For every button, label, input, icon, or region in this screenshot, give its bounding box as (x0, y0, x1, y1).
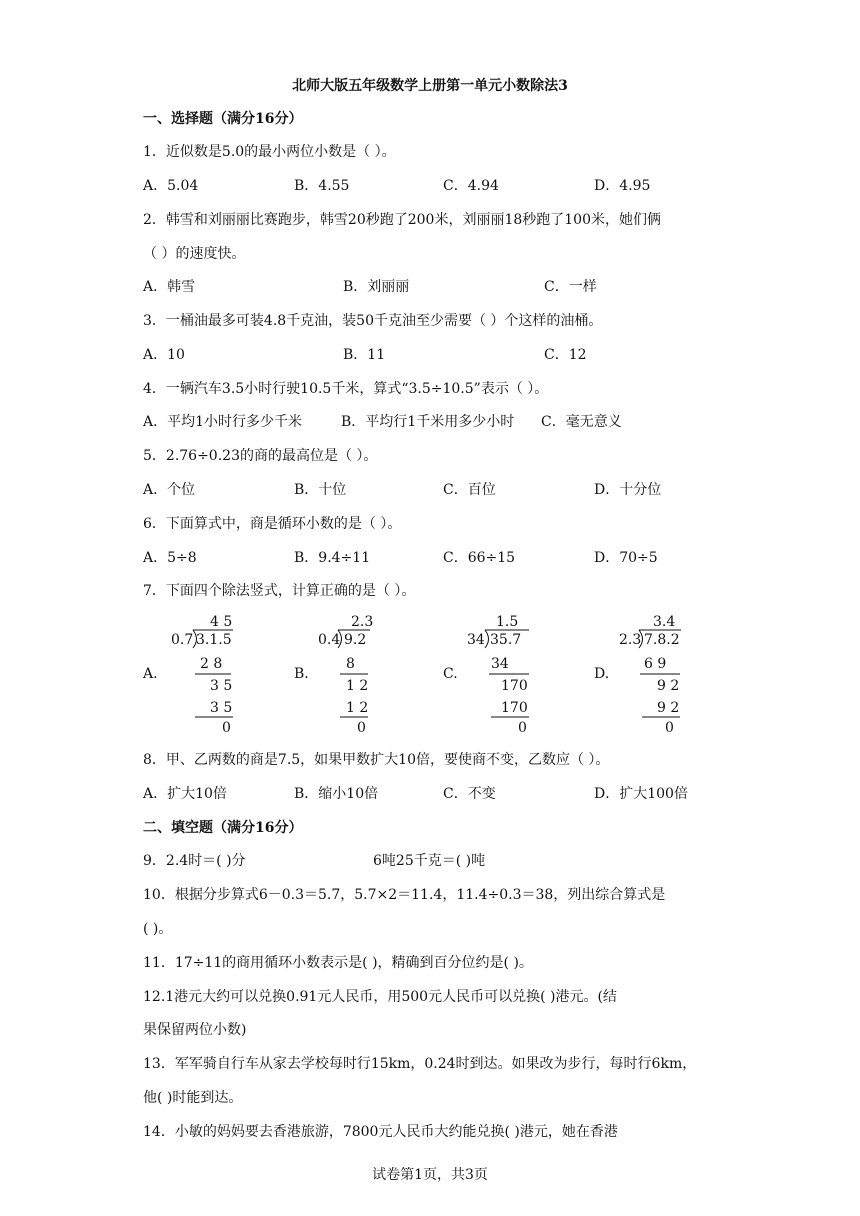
question-10-line1: 10．根据分步算式6－0.3＝5.7，5.7×2＝11.4，11.4÷0.3＝38，列出综合算式是 (143, 887, 666, 903)
q5-option-d[interactable]: D．十分位 (594, 482, 662, 498)
option-label: C. (443, 666, 458, 682)
step-row: 170 (501, 678, 528, 694)
dividend: 3.1.5 (196, 632, 232, 648)
step-row: 9 2 (657, 700, 680, 716)
step-row: 0 (222, 720, 231, 736)
step-row: 0 (518, 720, 527, 736)
q7-option-d[interactable] (594, 610, 860, 750)
step-row: 6 9 (644, 656, 667, 672)
q8-option-d[interactable]: D．扩大100倍 (594, 786, 688, 802)
q4-option-a[interactable]: A．平均1小时行多少千米 (143, 414, 303, 430)
divisor: 0.4 (318, 632, 341, 648)
q1-option-d[interactable]: D．4.95 (594, 178, 651, 194)
step-row: 34 (491, 656, 509, 672)
q5-option-c[interactable]: C．百位 (443, 482, 496, 498)
question-9-part1: 9．2.4时＝( )分 (143, 853, 246, 869)
quotient: 2.3 (351, 614, 374, 630)
question-13-line2: 他( )时能到达。 (143, 1090, 243, 1106)
question-6-stem: 6．下面算式中，商是循环小数的是（ ）。 (143, 516, 402, 532)
step-row: 1 2 (346, 700, 369, 716)
step-row: 1 2 (346, 678, 369, 694)
step-row: 9 2 (657, 678, 680, 694)
q5-option-b[interactable]: B．十位 (294, 482, 347, 498)
quotient: 3.4 (653, 614, 676, 630)
dividend: 7.8.2 (644, 632, 680, 648)
q6-option-b[interactable]: B．9.4÷11 (294, 550, 371, 566)
q1-option-b[interactable]: B．4.55 (294, 178, 350, 194)
question-4-stem: 4．一辆汽车3.5小时行驶10.5千米，算式“3.5÷10.5”表示（ ）。 (143, 381, 549, 397)
q1-option-a[interactable]: A．5.04 (143, 178, 199, 194)
question-3-stem: 3．一桶油最多可装4.8千克油，装50千克油至少需要（ ）个这样的油桶。 (143, 313, 603, 329)
step-row: 170 (501, 700, 528, 716)
question-2-stem: 2．韩雪和刘丽丽比赛跑步，韩雪20秒跑了200米，刘丽丽18秒跑了100米，她们俩 (143, 212, 661, 228)
step-row: 3 5 (210, 700, 233, 716)
question-1-stem: 1．近似数是5.0的最小两位小数是（ ）。 (143, 144, 396, 160)
divisor: 0.7 (171, 632, 194, 648)
q6-option-d[interactable]: D．70÷5 (594, 550, 658, 566)
question-12-line2: 果保留两位小数) (143, 1022, 247, 1038)
dividend: 9.2 (344, 632, 367, 648)
q8-option-c[interactable]: C．不变 (443, 786, 496, 802)
option-label: B. (294, 666, 309, 682)
q2-option-c[interactable]: C．一样 (544, 279, 597, 295)
q5-option-a[interactable]: A．个位 (143, 482, 196, 498)
q4-option-b[interactable]: B．平均行1千米用多少小时 (341, 414, 515, 430)
question-5-stem: 5．2.76÷0.23的商的最高位是（ ）。 (143, 448, 378, 464)
step-row: 0 (665, 720, 674, 736)
question-11: 11．17÷11的商用循环小数表示是( )，精确到百分位约是( )。 (143, 955, 533, 971)
question-12-line1: 12.1港元大约可以兑换0.91元人民币，用500元人民币可以兑换( )港元。(结 (143, 989, 617, 1005)
quotient: 1.5 (496, 614, 519, 630)
q6-option-c[interactable]: C．66÷15 (443, 550, 516, 566)
q3-option-b[interactable]: B．11 (343, 347, 386, 363)
section-heading-choice: 一、选择题（满分16分） (143, 111, 303, 127)
option-label: D. (594, 666, 610, 682)
quotient: 4 5 (210, 614, 233, 630)
page-footer: 试卷第1页，共3页 (372, 1167, 488, 1183)
q8-option-a[interactable]: A．扩大10倍 (143, 786, 227, 802)
q6-option-a[interactable]: A．5÷8 (143, 550, 197, 566)
divisor: 34 (467, 632, 485, 648)
option-label: A. (143, 666, 158, 682)
q8-option-b[interactable]: B．缩小10倍 (294, 786, 379, 802)
question-7-stem: 7．下面四个除法竖式，计算正确的是（ ）。 (143, 583, 416, 599)
q2-option-a[interactable]: A．韩雪 (143, 279, 196, 295)
question-8-stem: 8．甲、乙两数的商是7.5，如果甲数扩大10倍，要使商不变，乙数应（ ）。 (143, 752, 610, 768)
question-9-part2: 6吨25千克＝( )吨 (373, 853, 486, 869)
dividend: 35.7 (490, 632, 522, 648)
page-title: 北师大版五年级数学上册第一单元小数除法3 (292, 78, 568, 94)
step-row: 3 5 (210, 678, 233, 694)
section-heading-fill: 二、填空题（满分16分） (143, 820, 303, 836)
q1-option-c[interactable]: C．4.94 (443, 178, 499, 194)
step-row: 2 8 (200, 656, 223, 672)
step-row: 8 (346, 656, 355, 672)
question-10-line2: ( )。 (143, 921, 173, 937)
q4-option-c[interactable]: C．毫无意义 (541, 414, 622, 430)
question-14-line1: 14．小敏的妈妈要去香港旅游，7800元人民币大约能兑换( )港元，她在香港 (143, 1124, 618, 1140)
q3-option-a[interactable]: A．10 (143, 347, 185, 363)
question-13-line1: 13．军军骑自行车从家去学校每时行15km，0.24时到达。如果改为步行，每时行6km， (143, 1056, 697, 1072)
division-bracket (485, 630, 489, 648)
q3-option-c[interactable]: C．12 (544, 347, 587, 363)
question-2-stem-cont: （ ）的速度快。 (143, 246, 246, 262)
divisor: 2.3 (619, 632, 642, 648)
step-row: 0 (357, 720, 366, 736)
q2-option-b[interactable]: B．刘丽丽 (343, 279, 410, 295)
